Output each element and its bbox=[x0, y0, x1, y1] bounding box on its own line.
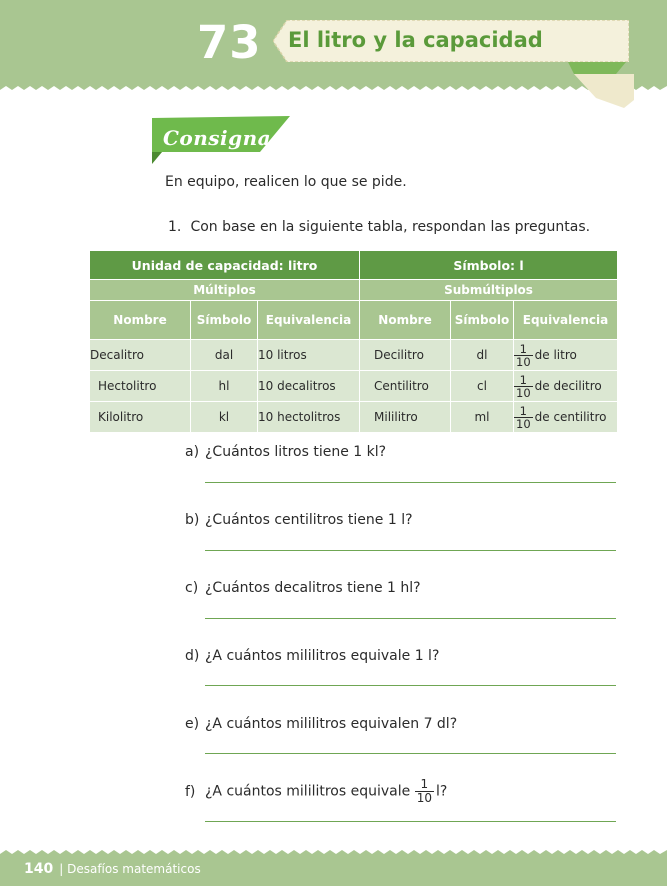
multiple-name: Hectolitro bbox=[90, 371, 191, 402]
answer-line-f[interactable] bbox=[205, 821, 616, 822]
multiple-equivalence: 10 litros bbox=[258, 340, 360, 371]
question-letter: a) bbox=[185, 444, 200, 460]
answer-line-b[interactable] bbox=[205, 550, 616, 551]
submultiple-equivalence bbox=[514, 371, 618, 402]
question-text: ¿Cuántos centilitros tiene 1 l? bbox=[205, 512, 413, 528]
column-header: Símbolo bbox=[191, 301, 258, 340]
lesson-number: 73 bbox=[197, 16, 262, 69]
question-b bbox=[185, 512, 413, 528]
submultiple-equivalence bbox=[514, 402, 618, 433]
fraction bbox=[514, 343, 533, 368]
question-text-end: l? bbox=[435, 783, 448, 800]
multiple-symbol: hl bbox=[191, 371, 258, 402]
equivalence-text: de litro bbox=[534, 347, 577, 362]
fraction-denominator: 10 bbox=[516, 416, 531, 431]
table-row bbox=[90, 402, 618, 433]
fraction bbox=[415, 778, 434, 805]
table-header-row bbox=[90, 301, 618, 340]
instructions: En equipo, realicen lo que se pide. bbox=[165, 174, 407, 190]
column-header: Equivalencia bbox=[514, 301, 618, 340]
multiple-symbol: dal bbox=[191, 340, 258, 371]
page-title: El litro y la capacidad bbox=[288, 28, 543, 52]
fraction-denominator: 10 bbox=[516, 385, 531, 400]
multiple-equivalence: 10 decalitros bbox=[258, 371, 360, 402]
consigna-label: Consigna bbox=[163, 126, 272, 150]
book-title: | Desafíos matemáticos bbox=[59, 862, 201, 876]
column-header: Nombre bbox=[360, 301, 451, 340]
fraction-numerator: 1 bbox=[519, 372, 527, 387]
question-1-number: 1. bbox=[168, 219, 182, 235]
submultiple-symbol: dl bbox=[451, 340, 514, 371]
equivalence-text: de centilitro bbox=[534, 409, 607, 424]
submultiple-name: Mililitro bbox=[360, 402, 451, 433]
fraction-numerator: 1 bbox=[420, 777, 429, 791]
question-1-text: Con base en la siguiente tabla, respondan las preguntas. bbox=[190, 219, 591, 235]
table-row bbox=[90, 371, 618, 402]
page-number: 140 bbox=[24, 861, 54, 877]
equivalence-text: de decilitro bbox=[534, 378, 602, 393]
answer-line-e[interactable] bbox=[205, 753, 616, 754]
question-text: ¿A cuántos mililitros equivale bbox=[205, 783, 411, 800]
answer-line-d[interactable] bbox=[205, 685, 616, 686]
table-unit-row bbox=[90, 251, 618, 280]
submultiple-name: Decilitro bbox=[360, 340, 451, 371]
question-text: ¿A cuántos mililitros equivalen 7 dl? bbox=[205, 716, 458, 732]
question-letter: d) bbox=[185, 648, 200, 664]
fraction bbox=[514, 374, 533, 399]
question-letter: b) bbox=[185, 512, 200, 528]
submultiple-equivalence bbox=[514, 340, 618, 371]
fraction-denominator: 10 bbox=[516, 354, 531, 369]
footer bbox=[24, 861, 201, 877]
question-a bbox=[185, 444, 386, 460]
submultiple-symbol: cl bbox=[451, 371, 514, 402]
fraction bbox=[514, 405, 533, 430]
symbol-label: Símbolo: l bbox=[360, 251, 618, 280]
table-row bbox=[90, 340, 618, 371]
table-group-row bbox=[90, 280, 618, 301]
multiple-name: Decalitro bbox=[90, 340, 191, 371]
question-1 bbox=[168, 219, 590, 235]
question-text: ¿Cuántos decalitros tiene 1 hl? bbox=[205, 580, 421, 596]
question-letter: c) bbox=[185, 580, 199, 596]
multiples-label: Múltiplos bbox=[90, 280, 360, 301]
question-text: ¿A cuántos mililitros equivale 1 l? bbox=[205, 648, 440, 664]
question-c bbox=[185, 580, 421, 596]
question-d bbox=[185, 648, 439, 664]
column-header: Símbolo bbox=[451, 301, 514, 340]
fraction-numerator: 1 bbox=[519, 403, 527, 418]
fraction-numerator: 1 bbox=[519, 341, 527, 356]
fraction-denominator: 10 bbox=[416, 791, 432, 805]
capacity-table bbox=[89, 250, 618, 433]
column-header: Nombre bbox=[90, 301, 191, 340]
unit-label: Unidad de capacidad: litro bbox=[90, 251, 360, 280]
question-letter: f) bbox=[185, 783, 196, 800]
question-text: ¿Cuántos litros tiene 1 kl? bbox=[205, 444, 387, 460]
question-e bbox=[185, 716, 457, 732]
submultiples-label: Submúltiplos bbox=[360, 280, 618, 301]
question-f bbox=[185, 778, 447, 805]
submultiple-name: Centilitro bbox=[360, 371, 451, 402]
column-header: Equivalencia bbox=[258, 301, 360, 340]
multiple-equivalence: 10 hectolitros bbox=[258, 402, 360, 433]
submultiple-symbol: ml bbox=[451, 402, 514, 433]
multiple-symbol: kl bbox=[191, 402, 258, 433]
multiple-name: Kilolitro bbox=[90, 402, 191, 433]
question-letter: e) bbox=[185, 716, 200, 732]
answer-line-a[interactable] bbox=[205, 482, 616, 483]
title-ribbon-decoration bbox=[560, 60, 640, 112]
answer-line-c[interactable] bbox=[205, 618, 616, 619]
